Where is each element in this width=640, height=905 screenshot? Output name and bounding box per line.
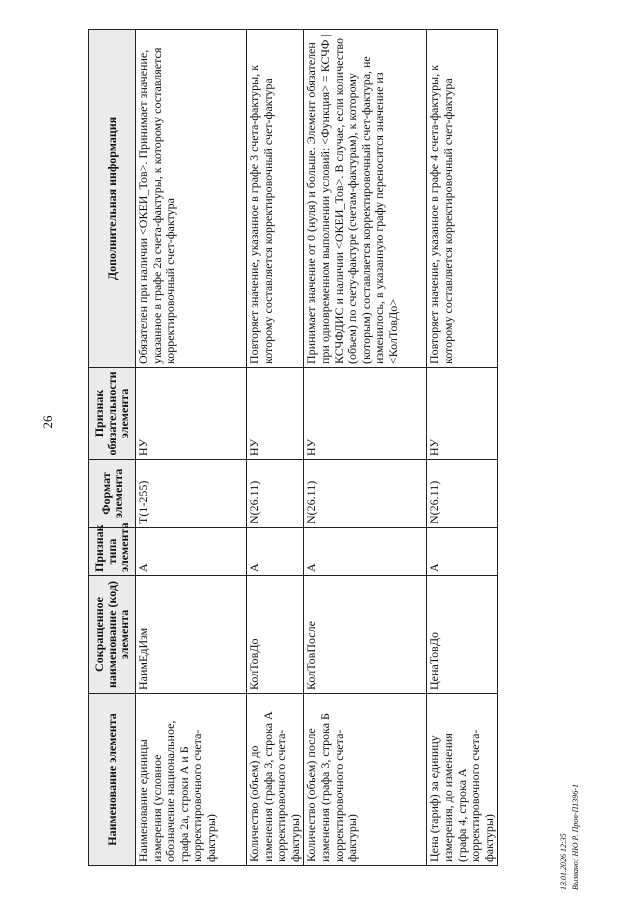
- cell-code: ЦенаТовДо: [427, 576, 498, 694]
- cell-format: Т(1-255): [136, 460, 247, 528]
- cell-type: А: [247, 528, 304, 576]
- cell-format: N(26.11): [304, 460, 427, 528]
- cell-required: НУ: [136, 368, 247, 460]
- cell-name: Цена (тариф) за единицу измерения, до изменения (графа 4, строка А корректировочного счета-фактуры): [427, 694, 498, 866]
- cell-name: Количество (объем) после изменения (графа 3, строка Б корректировочного счета-фактуры): [304, 694, 427, 866]
- cell-code: КолТовПосле: [304, 576, 427, 694]
- cell-required: НУ: [304, 368, 427, 460]
- col-header-format: Формат элемента: [89, 460, 136, 528]
- page-number: 26: [40, 415, 55, 429]
- cell-required: НУ: [247, 368, 304, 460]
- table-row: [427, 30, 498, 866]
- table-row: [136, 30, 247, 866]
- table-row: [304, 30, 427, 866]
- cell-type: А: [304, 528, 427, 576]
- stamp-datetime: 13.01.2026 12:35: [559, 833, 568, 890]
- cell-name: Наименование единицы измерения (условное обозначение национальное, графа 2а, строки А и Б корректировочного счета-фактуры): [136, 694, 247, 866]
- cell-info: Обязателен при наличии <ОКЕИ_Тов>. Принимает значение, указанное в графе 2а счета-фактуры, к которому составляется корректировочный счет-фактура: [136, 30, 247, 368]
- table-row: [247, 30, 304, 866]
- col-header-required: Признак обязательности элемента: [89, 368, 136, 460]
- cell-code: КолТовДо: [247, 576, 304, 694]
- rotated-table-region: [88, 30, 496, 866]
- print-stamp: [553, 600, 640, 900]
- cell-name: Количество (объем) до изменения (графа 3, строка А корректировочного счета-фактуры): [247, 694, 304, 866]
- cell-required: НУ: [427, 368, 498, 460]
- stamp-caption: Вызвано: НЮ Р. Пров-П1396-1: [571, 784, 580, 890]
- cell-format: N(26.11): [427, 460, 498, 528]
- cell-type: А: [427, 528, 498, 576]
- cell-info: Повторяет значение, указанное в графе 4 счета-фактуры, к которому составляется корректировочный счет-фактура: [427, 30, 498, 368]
- col-header-name: Наименование элемента: [89, 694, 136, 866]
- col-header-type: Признак типа элемента: [89, 528, 136, 576]
- cell-code: НаимЕдИзм: [136, 576, 247, 694]
- cell-format: N(26.11): [247, 460, 304, 528]
- col-header-info: Дополнительная информация: [89, 30, 136, 368]
- table-header-row: [89, 30, 136, 866]
- cell-info: Принимает значение от 0 (нуля) и больше. Элемент обязателен при одновременном выполнении условий: <Функция> = КСЧФ | КСЧФДИС и наличии <ОКЕИ_Тов>. В случае, если количество (объем) по счету-фактуре (счетам-фактурам), к которому (которым) составляется корректировочный счет-фактура, не изменилось, в указанную графу переносится значение из <КолТовДо>: [304, 30, 427, 368]
- col-header-code: Сокращенное наименование (код) элемента: [89, 576, 136, 694]
- cell-type: А: [136, 528, 247, 576]
- elements-table: [88, 29, 498, 866]
- cell-info: Повторяет значение, указанное в графе 3 счета-фактуры, к которому составляется корректировочный счет-фактура: [247, 30, 304, 368]
